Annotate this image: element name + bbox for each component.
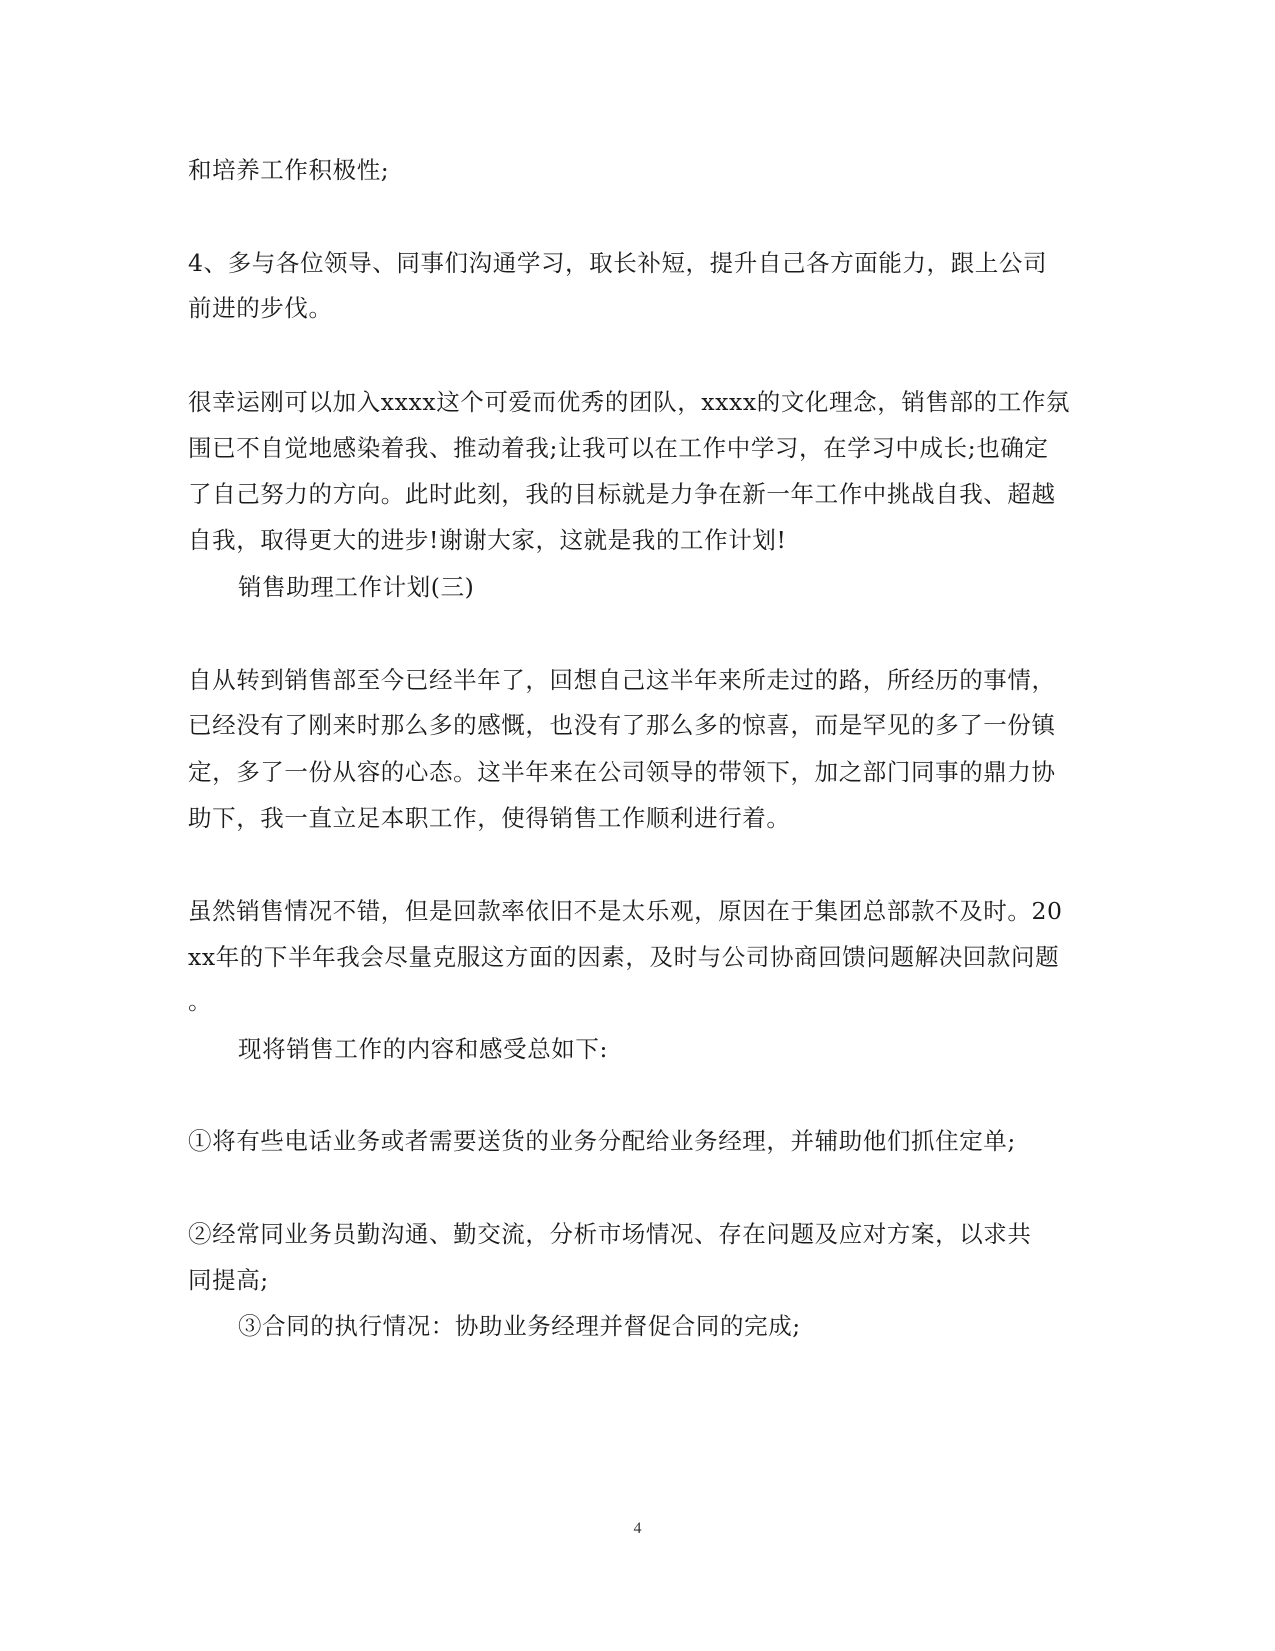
text-line: 。	[188, 987, 213, 1015]
text-line: xx年的下半年我会尽量克服这方面的因素，及时与公司协商回馈问题解决回款问题	[188, 943, 1060, 971]
text-line: 了自己努力的方向。此时此刻，我的目标就是力争在新一年工作中挑战自我、超越	[188, 480, 1056, 508]
text-line: 前进的步伐。	[188, 294, 333, 322]
text-line: 很幸运刚可以加入xxxx这个可爱而优秀的团队，xxxx的文化理念，销售部的工作氛	[188, 388, 1071, 416]
text-line: 4、多与各位领导、同事们沟通学习，取长补短，提升自己各方面能力，跟上公司	[188, 249, 1048, 277]
text-line: 助下，我一直立足本职工作，使得销售工作顺利进行着。	[188, 804, 791, 832]
text-line: 围已不自觉地感染着我、推动着我;让我可以在工作中学习，在学习中成长;也确定	[188, 434, 1049, 462]
text-line: 虽然销售情况不错，但是回款率依旧不是太乐观，原因在于集团总部款不及时。20	[188, 897, 1063, 925]
text-line: 和培养工作积极性;	[188, 156, 390, 184]
text-line: 同提高;	[188, 1266, 269, 1294]
text-line: 已经没有了刚来时那么多的感慨，也没有了那么多的惊喜，而是罕见的多了一份镇	[188, 711, 1056, 739]
text-line: 自我，取得更大的进步!谢谢大家，这就是我的工作计划!	[188, 526, 787, 554]
text-line: 现将销售工作的内容和感受总如下:	[238, 1035, 609, 1063]
page-number: 4	[633, 1520, 642, 1537]
list-item: ②经常同业务员勤沟通、勤交流，分析市场情况、存在问题及应对方案，以求共	[188, 1220, 1032, 1248]
text-line: 定，多了一份从容的心态。这半年来在公司领导的带领下，加之部门同事的鼎力协	[188, 758, 1056, 786]
list-item: ①将有些电话业务或者需要送货的业务分配给业务经理，并辅助他们抓住定单;	[188, 1127, 1016, 1155]
text-line: 自从转到销售部至今已经半年了，回想自己这半年来所走过的路，所经历的事情，	[188, 666, 1056, 694]
list-item: ③合同的执行情况：协助业务经理并督促合同的完成;	[238, 1312, 801, 1340]
section-heading: 销售助理工作计划(三)	[238, 573, 475, 601]
